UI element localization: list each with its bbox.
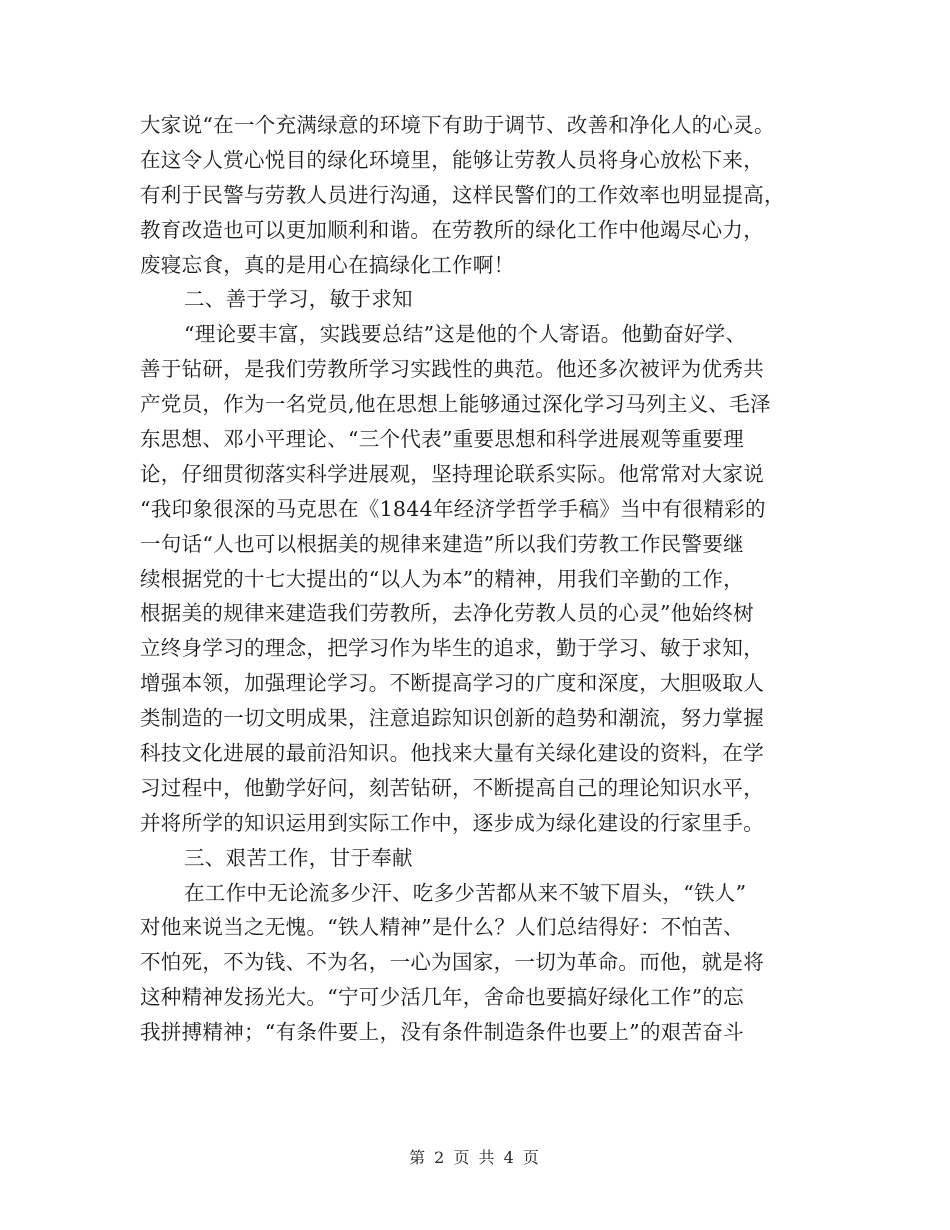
document-body (140, 108, 820, 1050)
paragraph-line: 善于钻研，是我们劳教所学习实践性的典范。他还多次被评为优秀共 (140, 357, 764, 382)
paragraph-line: 一句话“人也可以根据美的规律来建造”所以我们劳教工作民警要继 (140, 531, 744, 556)
paragraph-line-indented: “理论要丰富，实践要总结”这是他的个人寄语。他勤奋好学、 (184, 322, 747, 347)
paragraph-line: 论，仔细贯彻落实科学进展观，坚持理论联系实际。他常常对大家说 (140, 461, 764, 486)
paragraph-line: 有利于民警与劳教人员进行沟通，这样民警们的工作效率也明显提高， (140, 182, 785, 207)
paragraph-line: 类制造的一切文明成果，注意追踪知识创新的趋势和潮流，努力掌握 (140, 706, 764, 731)
paragraph-line: 增强本领，加强理论学习。不断提高学习的广度和深度，大胆吸取人 (140, 671, 764, 696)
paragraph-line: 不怕死，不为钱、不为名，一心为国家，一切为革命。而他，就是将 (140, 950, 764, 975)
paragraph-line: 我拼搏精神；“有条件要上，没有条件制造条件也要上”的艰苦奋斗 (140, 1020, 744, 1045)
paragraph-line: 教育改造也可以更加顺利和谐。在劳教所的绿化工作中他竭尽心力， (140, 217, 764, 242)
paragraph-line: 续根据党的十七大提出的“以人为本”的精神，用我们辛勤的工作， (140, 566, 744, 591)
paragraph-line: 产党员，作为一名党员,他在思想上能够通过深化学习马列主义、毛泽 (140, 392, 771, 417)
paragraph-line: 大家说“在一个充满绿意的环境下有助于调节、改善和净化人的心灵。 (140, 113, 775, 137)
paragraph-line: “我印象很深的马克思在《1844年经济学哲学手稿》当中有很精彩的 (140, 496, 766, 521)
paragraph-line-indented: 二、善于学习，敏于求知 (184, 287, 413, 312)
paragraph-line-indented: 在工作中无论流多少汗、吃多少苦都从来不皱下眉头，“铁人” (184, 880, 747, 905)
paragraph-line: 这种精神发扬光大。“宁可少活几年，舍命也要搞好绿化工作”的忘 (140, 985, 744, 1010)
paragraph-line: 在这令人赏心悦目的绿化环境里，能够让劳教人员将身心放松下来， (140, 147, 764, 172)
paragraph-line: 根据美的规律来建造我们劳教所，去净化劳教人员的心灵”他始终树 (140, 601, 754, 626)
paragraph-line: 废寝忘食，真的是用心在搞绿化工作啊！ (140, 252, 515, 277)
paragraph-line: 习过程中，他勤学好问，刻苦钻研，不断提高自己的理论知识水平， (140, 775, 764, 800)
paragraph-line: 立终身学习的理念，把学习作为毕生的追求，勤于学习、敏于求知， (140, 636, 764, 661)
paragraph-line: 科技文化进展的最前沿知识。他找来大量有关绿化建设的资料，在学 (140, 741, 764, 766)
page-footer: 第 2 页 共 4 页 (409, 1148, 541, 1167)
paragraph-line: 对他来说当之无愧。“铁人精神”是什么？人们总结得好：不怕苦、 (140, 915, 744, 940)
paragraph-line: 并将所学的知识运用到实际工作中，逐步成为绿化建设的行家里手。 (140, 810, 764, 835)
paragraph-line: 东思想、邓小平理论、“三个代表”重要思想和科学进展观等重要理 (140, 427, 744, 452)
paragraph-line-indented: 三、艰苦工作，甘于奉献 (184, 845, 413, 870)
